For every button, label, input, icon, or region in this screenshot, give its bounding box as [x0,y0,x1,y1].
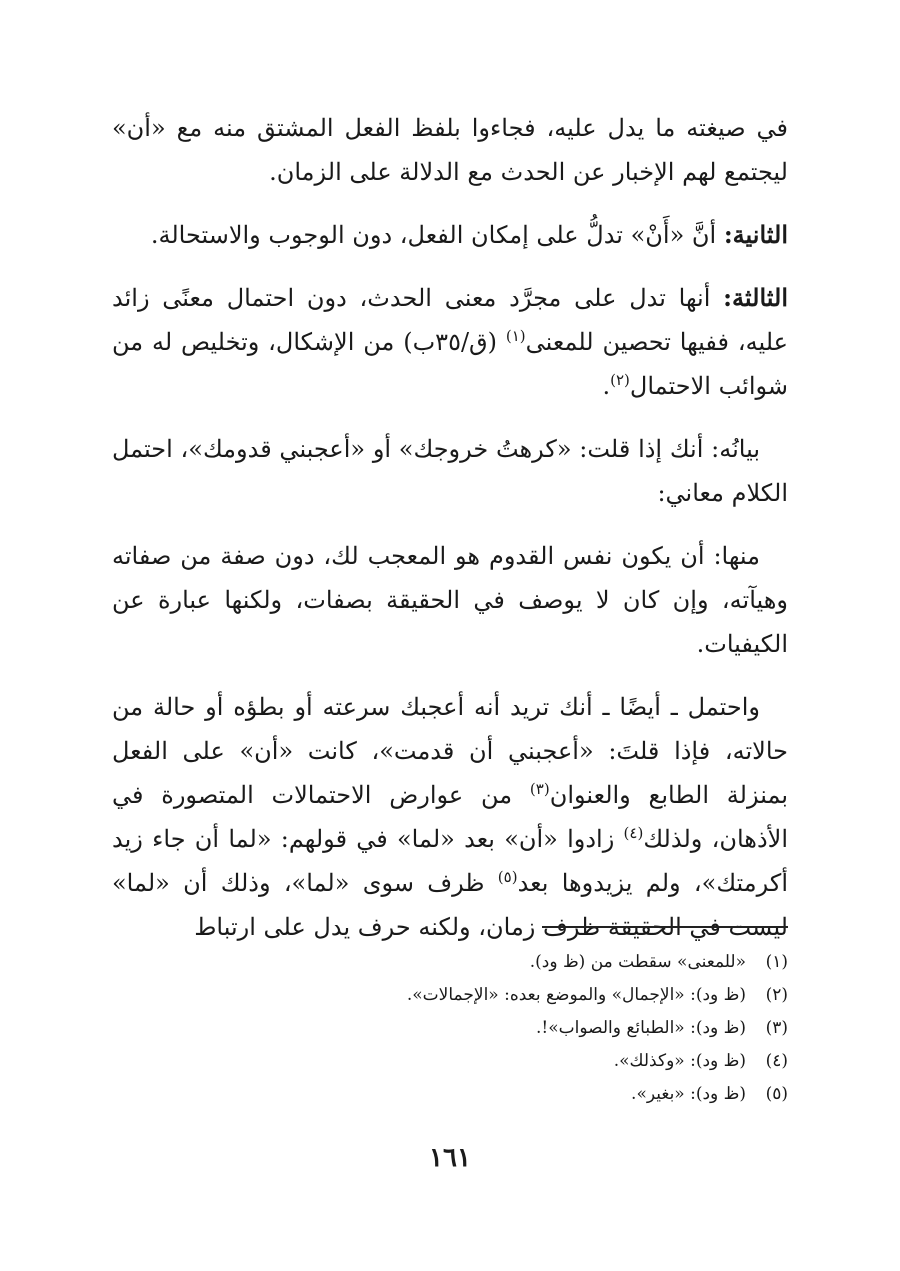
paragraph-6-text-a: واحتمل ـ أيضًا ـ أنك تريد أنه أعجبك سرعته أو بطؤه أو حالة من حالاته، فإذا قلتَ: «أعجبني أن قدمت»، كانت «أن» على الفعل بمنزلة الطابع والعنوان [112,693,789,809]
footnote-ref-5[interactable]: (٥) [497,868,518,886]
paragraph-4 [112,427,788,515]
footnote-text: (ظ ود): «وكذلك». [613,1051,746,1071]
footnote-ref-4[interactable]: (٤) [623,824,644,842]
paragraph-2-text: أنَّ «أَنْ» تدلُّ على إمكان الفعل، دون الوجوب والاستحالة. [150,221,724,249]
paragraph-6-text-c: زادوا «أن» بعد «لما» في قولهم: «لما أن جاء زيد أكرمتك»، ولم يزيدوها بعد [112,825,788,897]
footnote-number: (٥) [765,1084,788,1104]
footnote-text: (ظ ود): «الطبائع والصواب»!. [535,1018,746,1038]
footnote-item [112,1078,788,1111]
paragraph-1-text: في صيغته ما يدل عليه، فجاءوا بلفظ الفعل المشتق منه مع «أن» ليجتمع لهم الإخبار عن الحدث مع الدلالة على الزمان. [112,114,788,186]
footnote-ref-1[interactable]: (١) [505,327,526,345]
footnote-number: (٢) [765,985,788,1005]
footnote-item [112,979,788,1012]
footnote-item [112,1045,788,1078]
footnote-text: (ظ ود): «بغير». [631,1084,746,1104]
page-body [112,106,788,968]
paragraph-2-lead: الثانية: [723,220,788,249]
paragraph-6-text-d: ظرف سوى «لما»، وذلك أن «لما» ليست في الحقيقة ظرف زمان، ولكنه حرف يدل على ارتباط [112,869,788,941]
paragraph-1 [112,106,788,194]
footnote-ref-2[interactable]: (٢) [610,371,630,389]
paragraph-5 [112,534,788,666]
footnote-number: (٣) [765,1018,788,1038]
paragraph-6-text-b: من عوارض الاحتمالات المتصورة في الأذهان، ولذلك [112,781,788,853]
footnote-text: (ظ ود): «الإجمال» والموضع بعده: «الإجمالات». [406,985,746,1005]
footnote-text: «للمعنى» سقطت من (ظ ود). [529,952,746,972]
footnote-number: (٤) [765,1051,788,1071]
footnote-item [112,946,788,979]
paragraph-5-text: منها: أن يكون نفس القدوم هو المعجب لك، دون صفة من صفاته وهيآته، وإن كان لا يوصف في الحقيقة بصفات، ولكنها عبارة عن الكيفيات. [112,542,788,658]
paragraph-3-text-a: أنها تدل على مجرَّد معنى الحدث، دون احتمال معنًى زائد عليه، ففيها تحصين للمعنى [112,284,788,356]
footnote-divider [542,926,788,928]
paragraph-3-lead: الثالثة: [723,283,788,312]
paragraph-4-text: بيانُه: أنك إذا قلت: «كرهتُ خروجك» أو «أعجبني قدومك»، احتمل الكلام معاني: [112,435,788,507]
paragraph-3-text-c: . [602,372,611,400]
footnotes [112,946,788,1111]
paragraph-3-text-b: (ق/٣٥ب) من الإشكال، وتخليص له من شوائب الاحتمال [112,328,788,400]
page-number: ١٦١ [429,1143,471,1173]
paragraph-2 [112,213,788,257]
footnote-item [112,1012,788,1045]
paragraph-6 [112,685,788,949]
footnote-ref-3[interactable]: (٣) [529,780,550,798]
paragraph-3 [112,276,788,408]
footnote-number: (١) [765,952,788,972]
